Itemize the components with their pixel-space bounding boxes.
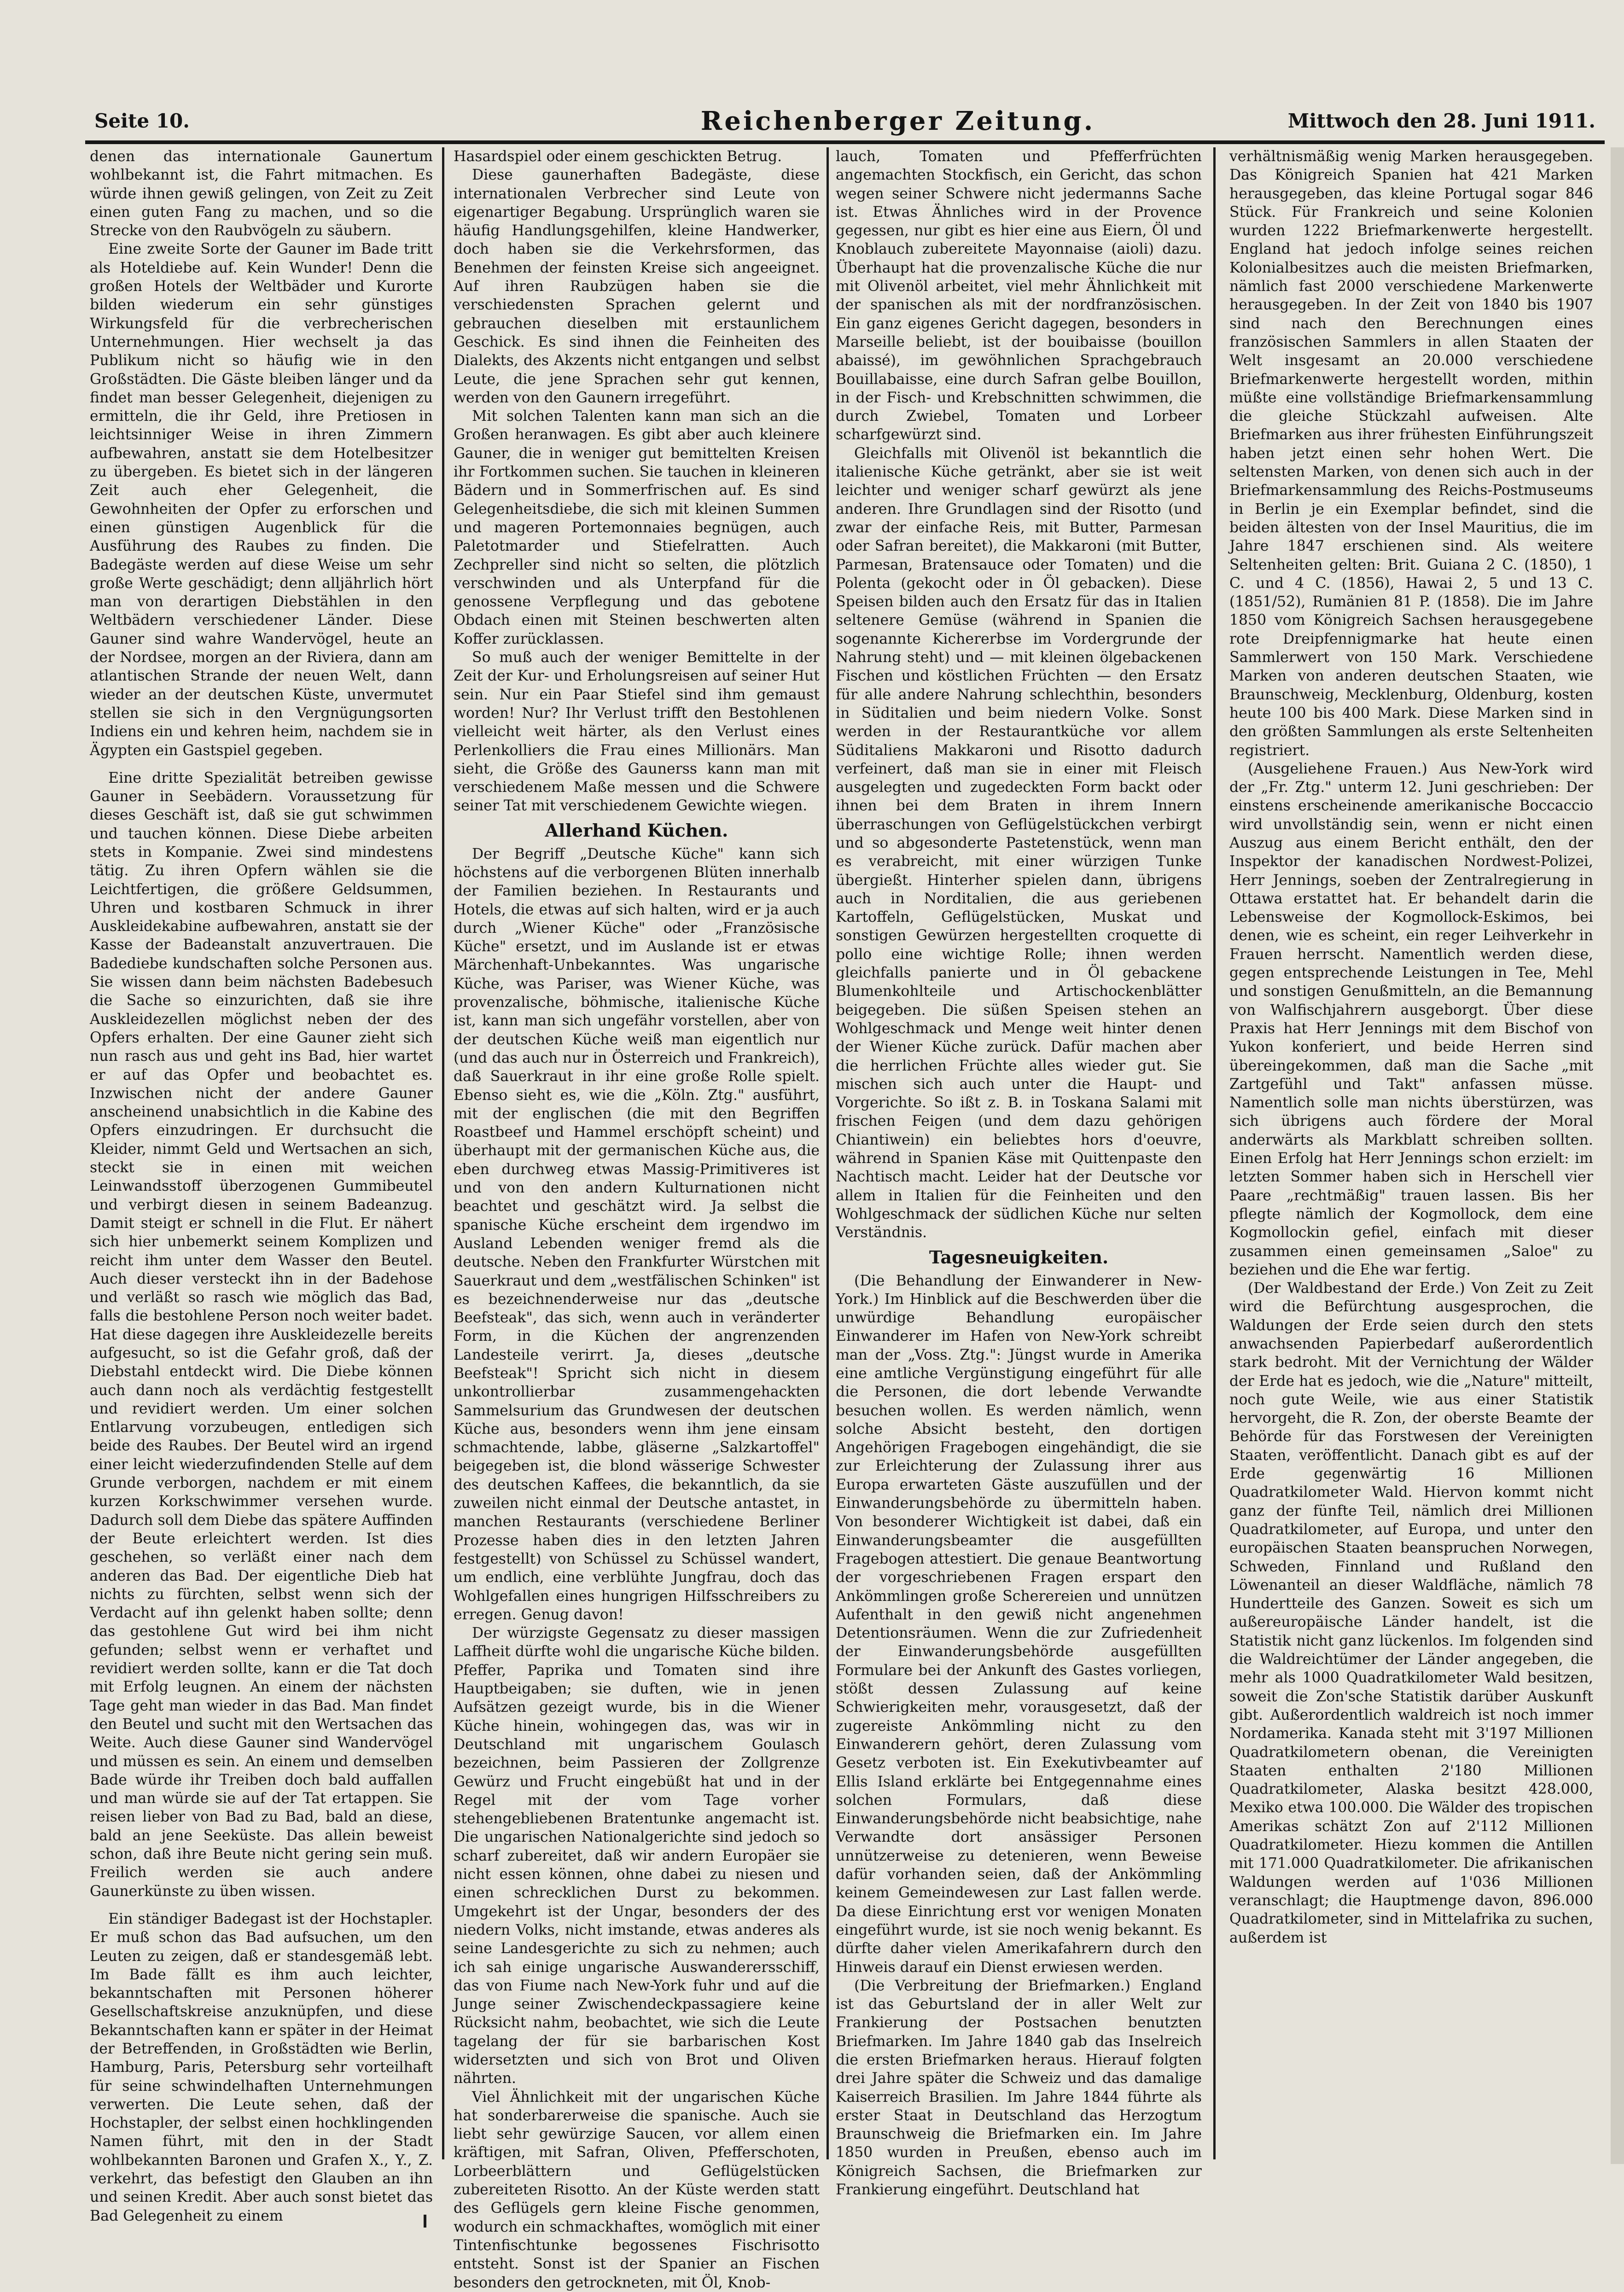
scan-edge bbox=[1611, 147, 1624, 2164]
section-heading-kuechen: Allerhand Küchen. bbox=[545, 820, 728, 841]
column-3 bbox=[836, 147, 1202, 2199]
paragraph: (Die Verbreitung der Briefmarken.) England ist das Geburtsland der in aller Welt zur Frankierung der Postsachen benutzten Briefmarken. Im Jahre 1840 gab das Inselreich die ersten Briefmarken heraus. Hierauf folgten drei Jahre später die Schweiz und das damalige Kaiserreich Brasilien. Im Jahre 1844 führte als erster Staat in Deutschland das Herzogtum Braunschweig die Briefmarken ein. Im Jahre 1850 wurden in Preußen, ebenso auch im Königreich Sachsen, die Briefmarken zur Frankierung eingeführt. Deutschland hat bbox=[836, 1977, 1202, 2199]
page-header bbox=[81, 106, 1609, 138]
print-mark bbox=[424, 2215, 426, 2228]
paragraph: Viel Ähnlichkeit mit der ungarischen Küche hat sonderbarerweise die spanische. Auch sie liebt sehr gewürzige Saucen, vor allem einen kräftigen, mit Safran, Oliven, Pfefferschoten, Lorbeerblättern und Geflügelstücken zubereiteten Risotto. An der Küste werden statt des Geflügels gern kleine Fische genommen, wodurch ein schmackhaftes, womöglich mit einer Tintenfischtunke begossenes Fischrisotto entsteht. Sonst ist der Spanier an Fischen besonders den getrockneten, mit Öl, Knob- bbox=[454, 2088, 820, 2291]
column-2 bbox=[454, 147, 820, 2291]
column-4 bbox=[1229, 147, 1593, 2159]
column-divider bbox=[1213, 147, 1216, 2159]
paragraph: Der würzigste Gegensatz zu dieser massigen Laffheit dürfte wohl die ungarische Küche bilden. Pfeffer, Paprika und Tomaten sind ihre Hauptbeigaben; sie duften, wie in jenen Aufsätzen gezeigt wurde, bis in die Wiener Küche hinein, wohingegen das, was wir in Deutschland mit ungarischem Goulasch bezeichnen, beim Passieren der Zollgrenze Gewürz und Frucht eingebüßt hat und in der Regel mit der vom Tage vorher stehengebliebenen Bratentunke angemacht ist. Die ungarischen Nationalgerichte sind jedoch so scharf zubereitet, daß wir andern Europäer sie nicht essen können, ohne dabei zu niesen und einen schrecklichen Durst zu bekommen. Umgekehrt ist der Ungar, besonders der des niedern Volks, nicht imstande, etwas anderes als seine Landesgerichte zu sich zu nehmen; auch ich sah einige ungarische Auswanderersschiff, das von Fiume nach New-York fuhr und auf die Junge seiner Zwischendeckpassagiere keine Rücksicht nahm, beobachtet, wie sich die Leute tagelang der für sie barbarischen Kost widersetzten und sich von Brot und Oliven nährten. bbox=[454, 1625, 820, 2087]
column-divider bbox=[442, 147, 444, 2159]
paragraph: verhältnismäßig wenig Marken herausgegeben. Das Königreich Spanien hat 421 Marken herausgegeben, das kleine Portugal sogar 846 Stück. Für Frankreich und seine Kolonien wurden 1222 Briefmarkenwerte hergestellt. England hat jedoch infolge seines reichen Kolonialbesitzes auch die meisten Briefmarken, nämlich fast 2000 verschiedene Markenwerte herausgegeben. In der Zeit von 1840 bis 1907 sind nach den Berechnungen eines französischen Sammlers in allen Staaten der Welt insgesamt an 20.000 verschiedene Briefmarkenwerte hergestellt worden, mithin müßte eine vollständige Briefmarkensammlung die gleiche Stückzahl aufweisen. Alte Briefmarken aus ihrer frühesten Einführungszeit haben jetzt einen sehr hohen Wert. Die seltensten Marken, von denen sich auch in der Briefmarkensammlung des Reichs-Postmuseums in Berlin je ein Exemplar befindet, sind die beiden ältesten von der Insel Mauritius, die im Jahre 1847 erschienen sind. Als weitere Seltenheiten gelten: Brit. Guiana 2 C. (1850), 1 C. und 4 C. (1856), Hawai 2, 5 und 13 C. (1851/52), Rumänien 81 P. (1858). Die im Jahre 1850 vom Königreich Sachsen herausgegebene rote Dreipfennigmarke hat heute einen Sammlerwert von 150 Mark. Verschiedene Marken von anderen deutschen Staaten, wie Braunschweig, Mecklenburg, Oldenburg, kosten heute 100 bis 400 Mark. Diese Marken sind in den größten Sammlungen als erste Seltenheiten registriert. bbox=[1229, 148, 1593, 759]
paragraph: So muß auch der weniger Bemittelte in der Zeit der Kur- und Erholungsreisen auf seiner Hut sein. Nur ein Paar Stiefel sind ihm gemaust worden! Nur? Ihr Verlust trifft den Bestohlenen vielleicht weit härter, als den Verlust eines Perlenkolliers die Frau eines Millionärs. Man sieht, die Größe des Gaunerss kann man mit verschiedenem Maße messen und die Schwere seiner Tat mit verschiedenem Gewichte wiegen. bbox=[454, 649, 820, 814]
paragraph: Diese gaunerhaften Badegäste, diese internationalen Verbrecher sind Leute von eigenartiger Begabung. Ursprünglich waren sie häufig Handlungsgehilfen, kleine Handwerker, doch haben sie die Verkehrsformen, das Benehmen der feinsten Kreise sich angeeignet. Auf ihren Raubzügen haben sie die verschiedensten Sprachen gelernt und gebrauchen dieselben mit erstaunlichem Geschick. Es sind ihnen die Feinheiten des Dialekts, des Akzents nicht entgangen und selbst Leute, die jene Sprachen sehr gut kennen, werden von den Gaunern irregeführt. bbox=[454, 167, 820, 406]
section-heading-tagesneuigkeiten: Tagesneuigkeiten. bbox=[929, 1246, 1109, 1268]
paragraph: (Der Waldbestand der Erde.) Von Zeit zu Zeit wird die Befürchtung ausgesprochen, die Waldungen der Erde seien durch den stets anwachsenden Papierbedarf außerordentlich stark bedroht. Mit der Vernichtung der Wälder der Erde hat es jedoch, wie die „Nature" mitteilt, noch gute Weile, wie aus einer Statistik hervorgeht, die R. Zon, der oberste Beamte der Behörde für das Forstwesen der Vereinigten Staaten, veröffentlicht. Danach gibt es auf der Erde gegenwärtig 16 Millionen Quadratkilometer Wald. Hiervon kommt nicht ganz der fünfte Teil, nämlich drei Millionen Quadratkilometer, auf Europa, und unter den europäischen Staaten beanspruchen Norwegen, Schweden, Finnland und Rußland den Löwenanteil an dieser Waldfläche, nämlich 78 Hundertteile des Ganzen. Soweit es sich um außereuropäische Länder handelt, ist die Statistik nicht ganz lückenlos. Im folgenden sind die Waldreichtümer der Länder angegeben, die mehr als 1000 Quadratkilometer Wald besitzen, soweit die Zon'sche Statistik darüber Auskunft gibt. Außerordentlich waldreich ist noch immer Nordamerika. Kanada steht mit 3'197 Millionen Quadratkilometern obenan, die Vereinigten Staaten enthalten 2'180 Millionen Quadratkilometer, Alaska besitzt 428.000, Mexiko etwa 100.000. Die Wälder des tropischen Amerikas schätzt Zon auf 2'112 Millionen Quadratkilometer. Hiezu kommen die Antillen mit 171.000 Quadratkilometer. Die afrikanischen Waldungen werden auf 1'036 Millionen veranschlagt; die Hauptmenge davon, 896.000 Quadratkilometer, sind in Mittelafrika zu suchen, außerdem ist bbox=[1229, 1280, 1593, 1946]
paragraph: Hasardspiel oder einem geschickten Betrug. bbox=[454, 148, 782, 165]
paragraph: Eine dritte Spezialität betreiben gewisse Gauner in Seebädern. Voraussetzung für dieses Geschäft ist, daß sie gut schwimmen und tauchen können. Diese Diebe arbeiten stets in Kompanie. Zwei sind mindestens tätig. Zu ihren Opfern wählen sie die Leichtfertigen, die größere Geldsummen, Uhren und kostbaren Schmuck in ihrer Auskleidekabine aufbewahren, anstatt sie der Kasse der Badeanstalt anzuvertrauen. Die Badediebe kundschaften solche Personen aus. Sie wissen dann beim nächsten Badebesuch die Sache so einzurichten, daß sie ihre Auskleidezellen möglichst neben der des Opfers erhalten. Der eine Gauner zieht sich nun rasch aus und geht ins Bad, hier wartet er auf das Opfer und beobachtet es. Inzwischen nicht der andere Gauner anscheinend unabsichtlich in die Kabine des Opfers einzudringen. Er durchsucht die Kleider, nimmt Geld und Wertsachen an sich, steckt sie in einen mit weichen Leinwandsstoff überzogenen Gummibeutel und verbirgt diesen in seinem Badeanzug. Damit steigt er schnell in die Flut. Er nähert sich hier unbemerkt seinem Komplizen und reicht ihm unter dem Wasser den Beutel. Auch dieser versteckt ihn in der Badehose und verläßt so rasch wie möglich das Bad, falls die bestohlene Person noch weiter badet. Hat diese dagegen ihre Auskleidezelle bereits aufgesucht, so ist die Gefahr groß, daß der Diebstahl entdeckt wird. Die Diebe können auch dann noch als verdächtig festgestellt und revidiert werden. Um einer solchen Entlarvung vorzubeugen, entledigen sich beide des Raubes. Der Beutel wird an irgend einer leicht wiederzufindenden Stelle auf dem Grunde verborgen, nachdem er mit einem kurzen Korkschwimmer versehen wurde. Dadurch soll dem Diebe das spätere Auffinden der Beute erleichtert werden. Ist dies geschehen, so verläßt einer nach dem anderen das Bad. Der eigentliche Dieb hat nichts zu fürchten, selbst wenn sich der Verdacht auf ihn gelenkt haben sollte; denn das gestohlene Gut wird bei ihm nicht gefunden; selbst wenn er verhaftet und revidiert werden sollte, kann er die Tat doch mit Erfolg leugnen. An einem der nächsten Tage geht man wieder in das Bad. Man findet den Beutel und sucht mit den Wertsachen das Weite. Auch diese Gauner sind Wandervögel und müssen es sein. An einem und demselben Bade würde ihr Treiben doch bald auffallen und man würde sie auf der Tat ertappen. Sie reisen lieber von Bad zu Bad, bald an diese, bald an jene Seeküste. Das allein beweist schon, daß ihre Beute nicht gering sein muß. Freilich werden sie auch andere Gaunerkünste zu üben wissen. bbox=[90, 769, 433, 1900]
issue-date: Mittwoch den 28. Juni 1911. bbox=[1287, 110, 1595, 132]
paragraph: (Die Behandlung der Einwanderer in New-York.) Im Hinblick auf die Beschwerden über die unwürdige Behandlung europäischer Einwanderer im Hafen von New-York schreibt man der „Voss. Ztg.": Jüngst wurde in Amerika eine amtliche Vergünstigung eingeführt für alle die Personen, die dort lebende Verwandte besuchen wollen. Es werden nämlich, wenn solche Absicht besteht, den dortigen Angehörigen Fragebogen eingehändigt, die sie zur Erleichterung der Zulassung ihrer aus Europa erwarteten Gäste auszufüllen und der Einwanderungsbehörde zu übermitteln haben. Von besonderer Wichtigkeit ist dabei, daß ein Einwanderungsbeamter die ausgefüllten Fragebogen attestiert. Die genaue Beantwortung der vorgeschriebenen Fragen erspart den Ankömmlingen große Scherereien und unnützen Aufenthalt in den gewiß nicht angenehmen Detentionsräumen. Wenn die zur Zufriedenheit der Einwanderungsbehörde ausgefüllten Formulare bei der Ankunft des Gastes vorliegen, stößt dessen Zulassung auf keine Schwierigkeiten mehr, vorausgesetzt, daß der zugereiste Ankömmling nicht zu den Einwanderern gehört, deren Zulassung vom Gesetz verboten ist. Ein Exekutivbeamter auf Ellis Island erklärte bei Entgegennahme eines solchen Formulars, daß diese Einwanderungsbehörde nicht beabsichtige, nahe Verwandte dort ansässiger Personen unnützerweise zu detenieren, wenn Beweise dafür vorhanden seien, daß der Ankömmling keinem Gemeindewesen zur Last fallen werde. Da diese Einrichtung erst vor wenigen Monaten eingeführt wurde, ist sie noch wenig bekannt. Es dürfte daher vielen Amerikafahrern durch den Hinweis darauf ein Dienst erwiesen werden. bbox=[836, 1272, 1202, 1976]
paragraph: Der Begriff „Deutsche Küche" kann sich höchstens auf die verborgenen Blüten innerhalb der Familien beziehen. In Restaurants und Hotels, die etwas auf sich halten, wird er ja auch durch „Wiener Küche" oder „Französische Küche" ersetzt, und im Auslande ist er etwas Märchenhaft-Unbekanntes. Was ungarische Küche, was Pariser, was Wiener Küche, was provenzalische, böhmische, italienische Küche ist, kann man sich ungefähr vorstellen, aber von der deutschen Küche weiß man eigentlich nur (und das auch nur in Österreich und Frankreich), daß Sauerkraut in ihr eine große Rolle spielt. Ebenso sieht es, wie die „Köln. Ztg." ausführt, mit der englischen (die mit den Begriffen Roastbeef und Hammel erschöpft scheint) und überhaupt mit der germanischen Küche aus, die eben durchweg etwas Massig-Primitiveres ist und von den andern Kulturnationen nicht beachtet und geschätzt wird. Ja selbst die spanische Küche erscheint dem irgendwo im Ausland Lebenden weniger fremd als die deutsche. Neben den Frankfurter Würstchen mit Sauerkraut und dem „westfälischen Schinken" ist es bezeichnenderweise nur das „deutsche Beefsteak", das sich, wenn auch in veränderter Form, in die Küchen der angrenzenden Landesteile verirrt. Ja, dieses „deutsche Beefsteak"! Spricht sich nicht in diesem unkontrollierbar zusammengehackten Sammelsurium das Grundwesen der deutschen Küche aus, besonders wenn ihm jene einsam schmachtende, labbe, gläserne „Salzkartoffel" beigegeben ist, die blond wässerige Schwester des deutschen Kaffees, die bekanntlich, da sie zuweilen nicht einmal der Deutsche antastet, in manchen Restaurants (verschiedene Berliner Prozesse haben dies in den letzten Jahren festgestellt) von Schüssel zu Schüssel wandert, um endlich, eine verblühte Jungfrau, doch das Wohlgefallen eines hungrigen Hilfsschreibers zu erregen. Genug davon! bbox=[454, 845, 820, 1623]
column-1 bbox=[90, 147, 433, 2224]
paragraph: Ein ständiger Badegast ist der Hochstapler. Er muß schon das Bad aufsuchen, um den Leuten zu zeigen, daß er standesgemäß lebt. Im Bade fällt es ihm auch leichter, bekanntschaften mit Personen höherer Gesellschaftskreise anzuknüpfen, und diese Bekanntschaften kann er später in der Heimat der Betreffenden, in Großstädten wie Berlin, Hamburg, Paris, Petersburg sehr vorteilhaft für seine schwindelhaften Unternehmungen verwerten. Die Leute sehen, daß der Hochstapler, der selbst einen hochklingenden Namen führt, mit den in der Stadt wohlbekannten Baronen und Grafen X., Y., Z. verkehrt, das befestigt den Glauben an ihn und seinen Kredit. Aber auch sonst bietet das Bad Gelegenheit zu einem bbox=[90, 1910, 433, 2224]
paragraph: Mit solchen Talenten kann man sich an die Großen heranwagen. Es gibt aber auch kleinere Gauner, die in weniger gut bemittelten Kreisen ihr Fortkommen suchen. Sie tauchen in kleineren Bädern und in Sommerfrischen auf. Es sind Gelegenheitsdiebe, die sich mit kleinen Summen und mageren Portemonnaies begnügen, auch Paletotmarder und Stiefelratten. Auch Zechpreller sind nicht so selten, die plötzlich verschwinden und als Unterpfand für die genossene Verpflegung und das gebotene Obdach einen mit Steinen beschwerten alten Koffer zurücklassen. bbox=[454, 408, 820, 647]
paragraph: lauch, Tomaten und Pfefferfrüchten angemachten Stockfisch, ein Gericht, das schon wegen seiner Schwere nicht jedermanns Sache ist. Etwas Ähnliches wird in der Provence gegessen, nur gibt es hier eine aus Eiern, Öl und Knoblauch zubereitete Mayonnaise (aioli) dazu. Überhaupt hat die provenzalische Küche die nur mit Olivenöl arbeitet, viel mehr Ähnlichkeit mit der spanischen als mit der nordfranzösischen. Ein ganz eigenes Gericht dagegen, besonders in Marseille beliebt, ist der bouibaisse (bouillon abaissé), im gewöhnlichen Sprachgebrauch Bouillabaisse, eine durch Safran gelbe Bouillon, in der Fisch- und Krebschnitten schwimmen, die durch Zwiebel, Tomaten und Lorbeer scharfgewürzt sind. bbox=[836, 148, 1202, 443]
newspaper-title: Reichenberger Zeitung. bbox=[700, 106, 1095, 136]
paragraph: (Ausgeliehene Frauen.) Aus New-York wird der „Fr. Ztg." unterm 12. Juni geschrieben: Der einstens erscheinende amerikanische Boccaccio wird unvollständig sein, wenn er nicht einen Auszug aus einem Bericht enthält, den der Inspektor der kanadischen Nordwest-Polizei, Herr Jennings, soeben der Zentralregierung in Ottawa erstattet hat. Er behandelt darin die Lebensweise der Kogmollock-Eskimos, bei denen, wie es scheint, ein reger Leihverkehr in Frauen herrscht. Namentlich werden diese, gegen entsprechende Leistungen in Tee, Mehl und sonstigen Genußmitteln, an die Bemannung von Walfischjahrern ausgeborgt. Über diese Praxis hat Herr Jennings mit dem Bischof von Yukon konferiert, und beide Herren sind übereingekommen, daß man die Sache „mit Zartgefühl und Takt" anfassen müsse. Namentlich solle man nichts überstürzen, was sich übrigens auch fördere der Moral anderwärts als Markblatt schreiben sollten. Einen Erfolg hat Herr Jennings schon erzielt: im letzten Sommer haben sich in Herschell vier Paare „rechtmäßig" trauen lassen. Bis her pflegte nämlich der Kogmollock, dem eine Kogmollockin gefiel, einfach mit dieser zusammen einen gemeinsamen „Saloe" zu beziehen und die Ehe war fertig. bbox=[1229, 760, 1593, 1278]
page-number: Seite 10. bbox=[94, 110, 190, 132]
paragraph: Eine zweite Sorte der Gauner im Bade tritt als Hoteldiebe auf. Kein Wunder! Denn die großen Hotels der Weltbäder und Kurorte bilden wiederum ein sehr günstiges Wirkungsfeld für die verbrecherischen Unternehmungen. Hier wechselt ja das Publikum nicht so häufig wie in den Großstädten. Die Gäste bleiben länger und da findet man besser Gelegenheit, diejenigen zu ermitteln, die ihr Geld, ihre Pretiosen in leichtsinniger Weise in ihren Zimmern aufbewahren, anstatt sie dem Hotelbesitzer zu übergeben. Es bietet sich in der längeren Zeit auch eher Gelegenheit, die Gewohnheiten der Opfer zu erforschen und einen günstigen Augenblick für die Ausführung des Raubes zu finden. Die Badegäste werden auf diese Weise um sehr große Werte geschädigt; denn alljährlich hört man von derartigen Diebstählen in den Weltbädern verschiedener Länder. Diese Gauner sind wahre Wandervögel, heute an der Nordsee, morgen an der Riviera, dann am atlantischen Strande der neuen Welt, dann wieder an der deutschen Küste, unvermutet stellen sie sich in den Vergnügungsorten Indiens ein und kehren heim, nachdem sie in Ägypten ein Gastspiel gegeben. bbox=[90, 241, 433, 759]
column-divider bbox=[827, 147, 829, 2159]
paragraph: denen das internationale Gaunertum wohlbekannt ist, die Fahrt mitmachen. Es würde ihnen gewiß gelingen, von Zeit zu Zeit einen guten Fang zu machen, und so die Strecke von den Raubvögeln zu säubern. bbox=[90, 148, 433, 239]
header-rule bbox=[85, 140, 1605, 144]
paragraph: Gleichfalls mit Olivenöl ist bekanntlich die italienische Küche getränkt, aber sie ist weit leichter und weniger scharf gewürzt als jene anderen. Ihre Grundlagen sind der Risotto (und zwar der einfache Reis, mit Butter, Parmesan oder Safran bereitet), die Makkaroni (mit Butter, Parmesan, Bratensauce oder Tomaten) und die Polenta (gekocht oder in Öl gebacken). Diese Speisen bilden auch den Ersatz für das in Italien seltenere Gemüse (während in Spanien die sogenannte Kichererbse im Vordergrunde der Nahrung steht) und — mit kleinen ölgebackenen Fischen und köstlichen Früchten — den Ersatz für alle andere Nahrung schlechthin, besonders in Süditalien und beim niedern Volke. Sonst werden in der Restaurantküche vor allem Süditaliens Makkaroni und Risotto dadurch verfeinert, daß man sie in einer mit Fleisch ausgelegten und zugedeckten Form backt oder ihnen bei dem Braten in ihrem Innern überraschungen von Geflügelstückchen verbirgt und so abgesonderte Pastetenstück, wenn man es verabreicht, mit einer würzigen Tunke übergießt. Hinterher spielen dann, übrigens auch in Norditalien, die aus geriebenen Kartoffeln, Geflügelstücken, Muskat und sonstigen Gewürzen hergestellten croquette di pollo eine wichtige Rolle; ihnen werden gleichfalls panierte und in Öl gebackene Blumenkohlteile und Artischockenblätter beigegeben. Die süßen Speisen stehen an Wohlgeschmack und Menge weit hinter denen der Wiener Küche zurück. Dafür machen aber die herrlichen Früchte alles wieder gut. Sie mischen sich auch unter die Haupt- und Vorgerichte. So ißt z. B. in Toskana Salami mit frischen Feigen (und dem dazu gehörigen Chiantiwein) ein beliebtes hors d'oeuvre, während in Spanien Käse mit Quittenpaste den Nachtisch macht. Leider hat der Deutsche vor allem in Italien für die Feinheiten und den Wohlgeschmack der südlichen Küche nur selten Verständnis. bbox=[836, 445, 1202, 1241]
